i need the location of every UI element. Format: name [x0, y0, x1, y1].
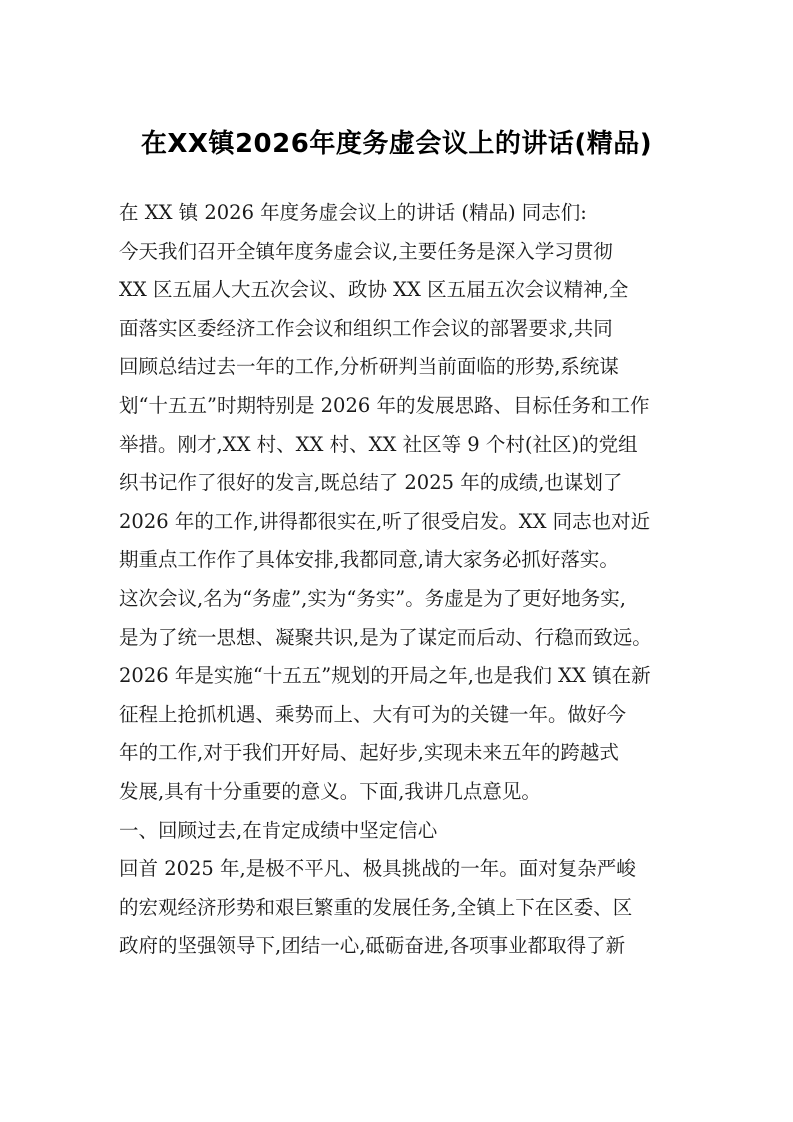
text-line: 2026 年的工作,讲得都很实在,听了很受启发。XX 同志也对近: [119, 509, 651, 533]
text-line: 政府的坚强领导下,团结一心,砥砺奋进,各项事业都取得了新: [119, 934, 626, 958]
text-line: 发展,具有十分重要的意义。下面,我讲几点意见。: [119, 779, 541, 803]
text-line: 年的工作,对于我们开好局、起好步,实现未来五年的跨越式: [119, 741, 619, 765]
text-line: 今天我们召开全镇年度务虚会议,主要任务是深入学习贯彻: [119, 239, 613, 263]
text-line: 举措。刚才,XX 村、XX 村、XX 社区等 9 个村(社区)的党组: [119, 432, 638, 456]
text-line: 征程上抢抓机遇、乘势而上、大有可为的关键一年。做好今: [119, 702, 627, 726]
text-line: XX 区五届人大五次会议、政协 XX 区五届五次会议精神,全: [119, 278, 629, 302]
text-line: 期重点工作作了具体安排,我都同意,请大家务必抓好落实。: [119, 548, 619, 572]
text-line: 回首 2025 年,是极不平凡、极具挑战的一年。面对复杂严峻: [119, 857, 636, 881]
text-line: 在 XX 镇 2026 年度务虚会议上的讲话 (精品) 同志们:: [119, 201, 587, 224]
section-heading: 一、回顾过去,在肯定成绩中坚定信心: [119, 818, 438, 842]
text-line: 这次会议,名为“务虚”,实为“务实”。务虚是为了更好地务实,: [119, 586, 626, 610]
text-line: 的宏观经济形势和艰巨繁重的发展任务,全镇上下在区委、区: [119, 895, 633, 919]
text-line: 面落实区委经济工作会议和组织工作会议的部署要求,共同: [119, 316, 613, 340]
document-body: [119, 194, 679, 966]
text-line: 是为了统一思想、凝聚共识,是为了谋定而后动、行稳而致远。: [119, 625, 652, 649]
document-title: 在XX镇2026年度务虚会议上的讲话(精品): [140, 129, 653, 159]
text-line: 回顾总结过去一年的工作,分析研判当前面临的形势,系统谋: [119, 355, 619, 379]
text-line: 织书记作了很好的发言,既总结了 2025 年的成绩,也谋划了: [119, 471, 623, 495]
text-line: 2026 年是实施“十五五”规划的开局之年,也是我们 XX 镇在新: [119, 664, 651, 688]
text-line: 划“十五五”时期特别是 2026 年的发展思路、目标任务和工作: [119, 393, 650, 417]
